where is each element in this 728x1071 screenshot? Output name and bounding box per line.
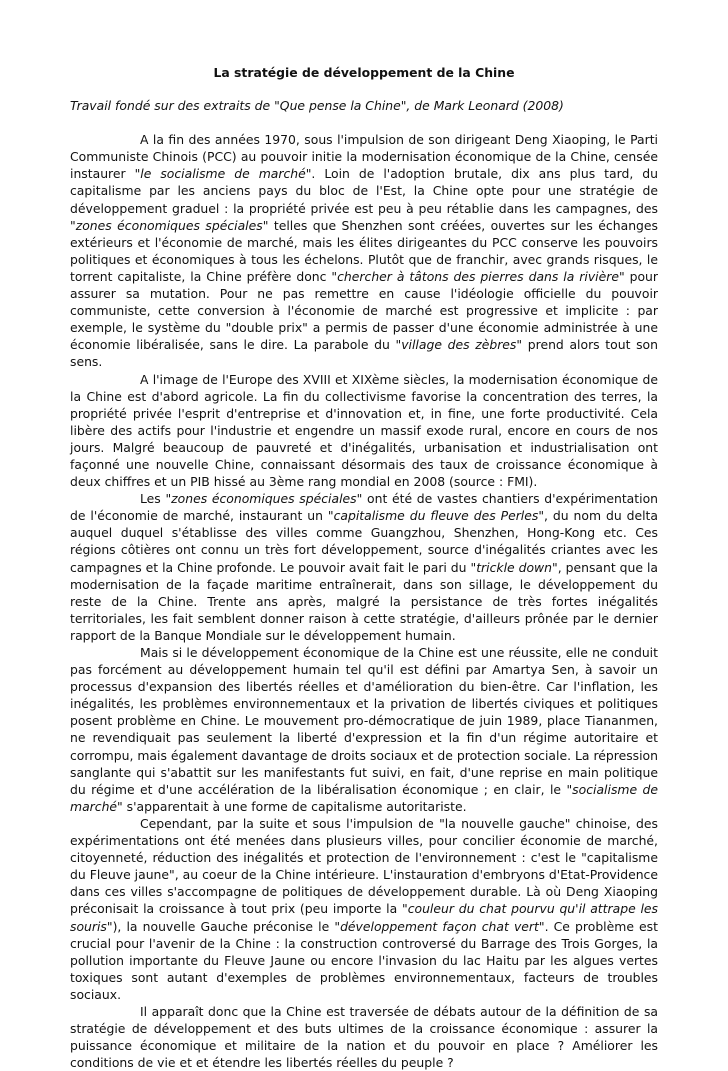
italic-phrase: le socialisme de marché (140, 166, 306, 182)
document-body (70, 131, 658, 1071)
text-run: Il apparaît donc que la Chine est traversée de débats autour de la définition de sa stratégie de développement et des buts ultimes de la croissance économique : assurer la puissance économique et militaire de la nation et du pouvoir en place ? Améliorer les conditions de vie et et étendre les libertés réelles du peuple ? (70, 1003, 658, 1071)
italic-phrase: village des zèbres (401, 337, 517, 353)
paragraph-6 (70, 1003, 658, 1071)
italic-phrase: chercher à tâtons des pierres dans la rivière (337, 268, 619, 284)
text-run: " ont été de vastes chantiers d'expérimentation de l'économie de marché, instaurant un " (70, 491, 658, 524)
text-run: A l'image de l'Europe des XVIII et XIXème siècles, la modernisation économique de la Chine est d'abord agricole. La fin du collectivisme favorise la concentration des terres, la propriété privée l'esprit d'entreprise et d'innovation et, in fine, une forte productivité. Cela libère des actifs pour l'industrie et engendre un massif exode rural, encore en cours de nos jours. Malgré beaucoup de pauvreté et d'inégalités, urbanisation et industrialisation ont façonné une nouvelle Chine, connaissant désormais des taux de croissance économique à deux chiffres et un PIB hissé au 3ème rang mondial en 2008 (source : FMI). (70, 371, 658, 490)
text-run: A la fin des années 1970, sous l'impulsion de son dirigeant Deng Xiaoping, le Parti Communiste Chinois (PCC) au pouvoir initie la modernisation économique de la Chine, censée instaurer " (70, 132, 658, 182)
italic-phrase: couleur du chat pourvu qu'il attrape les souris (70, 901, 658, 934)
text-run: Cependant, par la suite et sous l'impulsion de "la nouvelle gauche" chinoise, des expérimentations ont été menées dans plusieurs villes, pour concilier économie de marché, citoyenneté, réduction des inégalités et protection de l'environnement : c'est le "capitalisme du Fleuve jaune", au coeur de la Chine intérieure. L'instauration d'embryons d'Etat-Providence dans ces villes s'accompagne de politiques de développement durable. Là où Deng Xiaoping préconisait la croissance à tout prix (peu importe la " (70, 815, 658, 917)
paragraph-3 (70, 490, 658, 644)
text-run: Les " (140, 491, 172, 507)
text-run: ". Ce problème est crucial pour l'avenir de la Chine : la construction controversé du Barrage des Trois Gorges, la pollution importante du Fleuve Jaune ou encore l'invasion du lac Haitu par les algues vertes toxiques sont autant d'exemples de problèmes environnementaux, facteurs de troubles sociaux. (70, 918, 658, 1002)
text-run: " s'apparentait à une forme de capitalisme autoritariste. (117, 798, 467, 814)
text-run: ", pensant que la modernisation de la façade maritime entraînerait, dans son sillage, le développement du reste de la Chine. Trente ans après, malgré la persistance de très fortes inégalités territoriales, les fait semblent donner raison à cette stratégie, d'ailleurs prônée par le dernier rapport de la Banque Mondiale sur le développement humain. (70, 559, 658, 643)
document-subtitle: Travail fondé sur des extraits de "Que pense la Chine", de Mark Leonard (2008) (70, 98, 564, 114)
text-run: Mais si le développement économique de la Chine est une réussite, elle ne conduit pas forcément au développement humain tel qu'il est défini par Amartya Sen, à savoir un processus d'expansion des libertés réelles et d'amélioration du bien-être. Car l'inflation, les inégalités, les problèmes environnementaux et la privation de libertés civiques et politiques posent problème en Chine. Le mouvement pro-démocratique de juin 1989, place Tiananmen, ne revendiquait pas seulement la liberté d'expression et la fin d'un régime autoritaire et corrompu, mais également davantage de droits sociaux et de protection sociale. La répression sanglante qui s'abattit sur les manifestants fut suivi, en fait, d'une reprise en main politique du régime et d'une accélération de la libéralisation économique ; en clair, le " (70, 645, 658, 797)
paragraph-1 (70, 131, 658, 370)
italic-phrase: socialisme de marché (70, 781, 658, 814)
text-run: ". Loin de l'adoption brutale, dix ans plus tard, du capitalisme par les anciens pays du bloc de l'Est, la Chine opte pour une stratégie de développement graduel : la propriété privée est peu à peu rétablie dans les campagnes, des " (70, 166, 658, 233)
italic-phrase: trickle down (476, 559, 553, 575)
text-run: " telles que Shenzhen sont créées, ouvertes sur les échanges extérieurs et l'économie de marché, mais les élites dirigeantes du PCC conserve les pouvoirs politiques et économiques à tous les échelons. Plutôt que de franchir, avec grands risques, le torrent capitaliste, la Chine préfère donc " (70, 217, 658, 284)
text-run: " pour assurer sa mutation. Pour ne pas remettre en cause l'idéologie officielle du pouvoir communiste, cette conversion à l'économie de marché est progressive et implicite : par exemple, le système du "double prix" a permis de passer d'une économie administrée à une économie libéralisée, sans le dire. La parabole du " (70, 268, 658, 353)
paragraph-4 (70, 644, 658, 815)
italic-phrase: développement façon chat vert (340, 918, 539, 934)
paragraph-5 (70, 815, 658, 1003)
document-title: La stratégie de développement de la Chine (213, 65, 515, 80)
italic-phrase: zones économiques spéciales (75, 217, 263, 233)
italic-phrase: zones économiques spéciales (171, 491, 357, 507)
paragraph-2 (70, 371, 658, 491)
text-run: "), la nouvelle Gauche préconise le " (106, 918, 341, 934)
text-run: " prend alors tout son sens. (70, 337, 658, 370)
text-run: ", du nom du delta auquel duquel s'établisse des villes comme Guangzhou, Shenzhen, Hong-Kong etc. Ces régions côtières ont connu un très fort développement, source d'inégalités criantes avec les campagnes et la Chine profonde. Le pouvoir avait fait le pari du " (70, 508, 658, 575)
italic-phrase: capitalisme du fleuve des Perles (333, 508, 539, 524)
